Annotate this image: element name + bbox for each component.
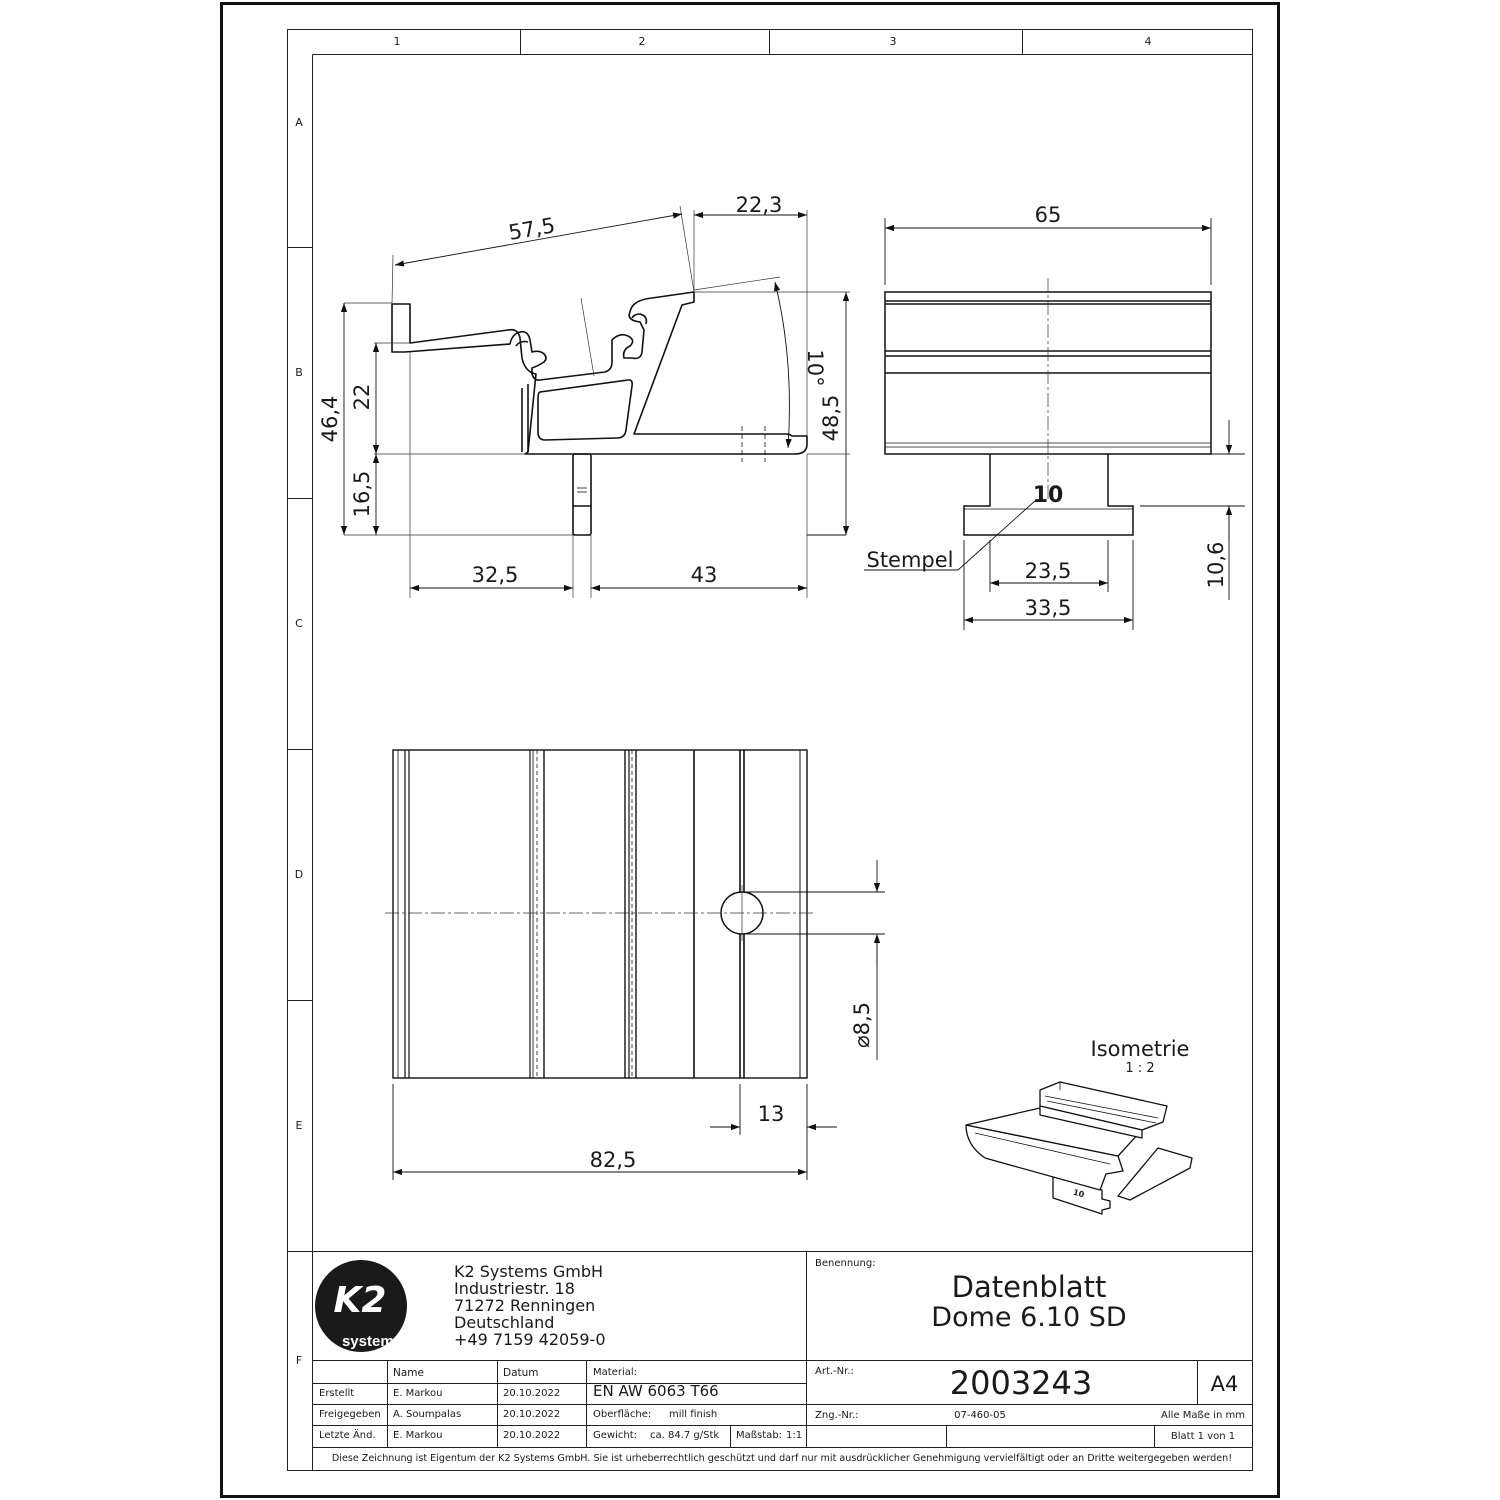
dim-hole-diameter: ⌀8,5 [850,1001,874,1049]
zone-col-4: 4 [1144,35,1152,48]
dim-front-width: 65 [1034,203,1062,227]
article-label: Art.-Nr.: [815,1366,854,1377]
dim-bottom-right: 43 [690,563,718,587]
zone-row-f: F [295,1354,303,1367]
dim-right-total: 48,5 [819,394,843,442]
company-address [454,1263,606,1348]
profile-outline [392,292,807,535]
company-street: Industriestr. 18 [454,1279,575,1298]
iso-scale: 1 : 2 [1125,1061,1155,1076]
paper-format: A4 [1210,1372,1239,1396]
zone-row-e: E [295,1119,303,1132]
logo-main-text: K2 [333,1280,387,1321]
row-date-created: 20.10.2022 [503,1388,561,1399]
dim-tongue-inner: 23,5 [1024,559,1072,583]
row-role-changed: Letzte Änd. [319,1430,376,1441]
zone-col-3: 3 [889,35,897,48]
stamp-label: Stempel [866,548,954,572]
sheet-note: Blatt 1 von 1 [1170,1431,1236,1442]
benennung-label: Benennung: [815,1258,876,1269]
side-profile-view [318,193,850,598]
company-country: Deutschland [454,1313,555,1332]
front-view [864,203,1245,630]
dim-tongue-outer: 33,5 [1024,596,1072,620]
dim-left-lower: 16,5 [350,470,374,518]
dim-angle: 10° [803,349,827,387]
dim-tongue-height: 10,6 [1204,541,1228,589]
row-name-created: E. Markou [393,1388,443,1399]
zone-col-2: 2 [638,35,646,48]
article-number: 2003243 [949,1364,1093,1402]
company-phone: +49 7159 42059-0 [454,1330,606,1349]
company-name: K2 Systems GmbH [454,1262,604,1281]
drawing-title: Datenblatt [951,1270,1107,1304]
stamp-value: 10 [1032,483,1064,508]
surface-label: Oberfläche: [593,1409,652,1420]
dim-bottom-left: 32,5 [471,563,519,587]
units-note: Alle Maße in mm [1161,1410,1245,1421]
drawing-number: 07-460-05 [954,1410,1006,1421]
dim-hole-offset: 13 [757,1102,785,1126]
dim-left-total: 46,4 [318,395,342,443]
zone-row-c: C [295,617,303,630]
iso-title: Isometrie [1090,1037,1190,1061]
zone-row-d: D [294,868,304,881]
surface-value: mill finish [669,1409,718,1420]
row-date-changed: 20.10.2022 [503,1430,561,1441]
k2-logo [315,1260,407,1352]
scale-value: 1:1 [786,1430,803,1441]
zone-row-b: B [295,366,303,379]
drawing-number-label: Zng.-Nr.: [815,1410,859,1421]
row-date-approved: 20.10.2022 [503,1409,561,1420]
row-role-created: Erstellt [319,1388,355,1399]
isometric-view [966,1037,1192,1214]
logo-sub-text: systems [341,1333,403,1350]
row-name-changed: E. Markou [393,1430,443,1441]
col-header-date: Datum [503,1367,539,1379]
copyright-notice: Diese Zeichnung ist Eigentum der K2 Systems GmbH. Sie ist urheberrechtlich geschützt und darf nur mit ausdrücklicher Genehmigung vervielfältigt oder an Dritte weitergegeben werden! [331,1453,1233,1464]
iso-stamp: 10 [1072,1187,1086,1200]
row-role-approved: Freigegeben [319,1409,381,1420]
material-value: EN AW 6063 T66 [593,1382,719,1400]
plan-view [385,750,885,1180]
zone-col-1: 1 [393,35,401,48]
weight-label: Gewicht: [593,1430,637,1441]
col-header-name: Name [393,1367,424,1379]
drawing-subtitle: Dome 6.10 SD [931,1302,1127,1333]
dim-top-length: 57,5 [506,213,557,245]
scale-label: Maßstab: [736,1430,783,1441]
weight-value: ca. 84.7 g/Stk [650,1430,720,1441]
dim-top-offset: 22,3 [735,193,783,217]
row-name-approved: A. Soumpalas [393,1409,462,1420]
material-label: Material: [593,1367,637,1378]
company-city: 71272 Renningen [454,1296,596,1315]
dim-plan-length: 82,5 [589,1148,637,1172]
dim-left-upper: 22 [350,383,374,411]
zone-row-a: A [295,116,303,129]
